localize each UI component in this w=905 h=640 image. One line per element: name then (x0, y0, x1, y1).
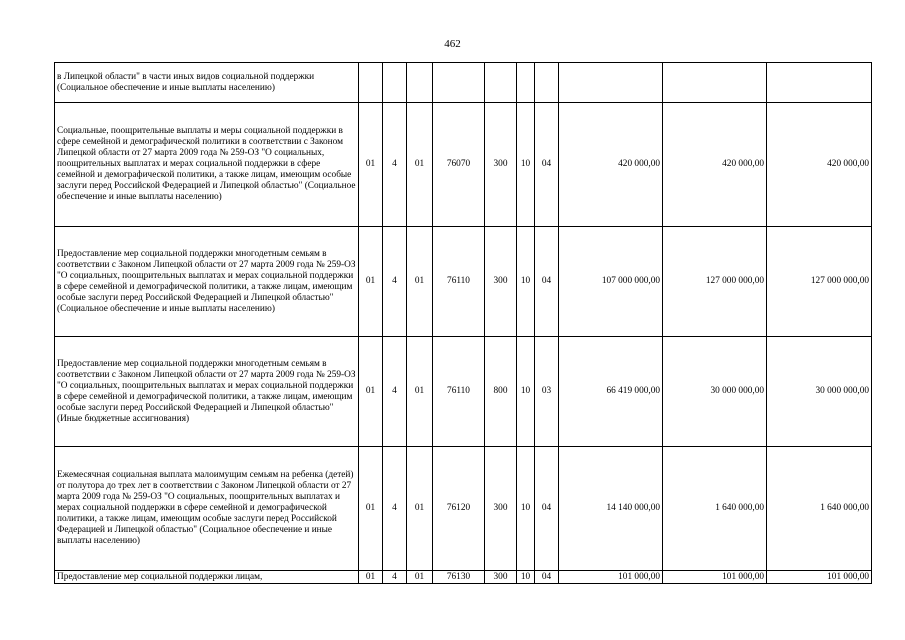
table-row (55, 227, 872, 337)
amount-cell: 420 000,00 (767, 103, 872, 227)
code-cell: 300 (485, 103, 517, 227)
code-cell: 01 (359, 447, 383, 571)
amount-cell: 101 000,00 (559, 571, 663, 584)
code-cell (517, 63, 535, 103)
code-cell: 76070 (433, 103, 485, 227)
code-cell (407, 63, 433, 103)
amount-cell: 420 000,00 (663, 103, 767, 227)
code-cell: 01 (359, 103, 383, 227)
code-cell (359, 63, 383, 103)
amount-cell: 30 000 000,00 (767, 337, 872, 447)
row-description: в Липецкой области" в части иных видов социальной поддержки (Социальное обеспечение и иные выплаты населению) (55, 63, 359, 103)
code-cell: 01 (359, 337, 383, 447)
code-cell (485, 63, 517, 103)
table-row (55, 447, 872, 571)
code-cell: 300 (485, 571, 517, 584)
table-row (55, 337, 872, 447)
row-description: Предоставление мер социальной поддержки многодетным семьям в соответствии с Законом Липецкой области от 27 марта 2009 года № 259-ОЗ "О социальных, поощрительных выплатах и мерах социальной поддержки в сфере семейной и демографической политики, а также лицам, имеющим особые заслуги перед Российской Федерацией и Липецкой областью" (Социальное обеспечение и иные выплаты населению) (55, 227, 359, 337)
code-cell (535, 63, 559, 103)
amount-cell: 1 640 000,00 (767, 447, 872, 571)
amount-cell (663, 63, 767, 103)
code-cell: 4 (383, 227, 407, 337)
code-cell: 4 (383, 571, 407, 584)
code-cell: 10 (517, 227, 535, 337)
code-cell: 04 (535, 227, 559, 337)
code-cell: 10 (517, 571, 535, 584)
amount-cell: 127 000 000,00 (663, 227, 767, 337)
code-cell: 04 (535, 103, 559, 227)
row-description: Ежемесячная социальная выплата малоимущим семьям на ребенка (детей) от полутора до трех лет в соответствии с Законом Липецкой области от 27 марта 2009 года № 259-ОЗ "О социальных, поощрительных выплатах и мерах социальной поддержки в сфере семейной и демографической политики, а также лицам, имеющим особые заслуги перед Российской Федерацией и Липецкой областью" (Социальное обеспечение и иные выплаты населению) (55, 447, 359, 571)
row-description: Предоставление мер социальной поддержки многодетным семьям в соответствии с Законом Липецкой области от 27 марта 2009 года № 259-ОЗ "О социальных, поощрительных выплатах и мерах социальной поддержки в сфере семейной и демографической политики, а также лицам, имеющим особые заслуги перед Российской Федерацией и Липецкой областью" (Иные бюджетные ассигнования) (55, 337, 359, 447)
code-cell: 4 (383, 447, 407, 571)
code-cell (383, 63, 407, 103)
amount-cell (559, 63, 663, 103)
code-cell: 800 (485, 337, 517, 447)
code-cell: 76120 (433, 447, 485, 571)
code-cell: 76110 (433, 337, 485, 447)
amount-cell: 101 000,00 (663, 571, 767, 584)
code-cell: 04 (535, 447, 559, 571)
code-cell: 76130 (433, 571, 485, 584)
row-description: Предоставление мер социальной поддержки лицам, (55, 571, 359, 584)
amount-cell (767, 63, 872, 103)
code-cell: 04 (535, 571, 559, 584)
amount-cell: 1 640 000,00 (663, 447, 767, 571)
amount-cell: 30 000 000,00 (663, 337, 767, 447)
amount-cell: 107 000 000,00 (559, 227, 663, 337)
amount-cell: 101 000,00 (767, 571, 872, 584)
row-description: Социальные, поощрительные выплаты и меры социальной поддержки в сфере семейной и демографической политики в соответствии с Законом Липецкой области от 27 марта 2009 года № 259-ОЗ "О социальных, поощрительных выплатах и мерах социальной поддержки в сфере семейной и демографической политики, а также лицам, имеющим особые заслуги перед Российской Федерацией и Липецкой областью" (Социальное обеспечение и иные выплаты населению) (55, 103, 359, 227)
code-cell: 03 (535, 337, 559, 447)
code-cell: 01 (407, 447, 433, 571)
code-cell: 300 (485, 227, 517, 337)
code-cell: 01 (407, 227, 433, 337)
page-number: 462 (444, 38, 461, 50)
code-cell: 10 (517, 103, 535, 227)
code-cell: 10 (517, 447, 535, 571)
code-cell: 300 (485, 447, 517, 571)
code-cell: 4 (383, 337, 407, 447)
code-cell (433, 63, 485, 103)
table-row (55, 571, 872, 584)
code-cell: 01 (359, 571, 383, 584)
table-row (55, 63, 872, 103)
amount-cell: 127 000 000,00 (767, 227, 872, 337)
amount-cell: 14 140 000,00 (559, 447, 663, 571)
code-cell: 01 (407, 571, 433, 584)
code-cell: 01 (407, 103, 433, 227)
table-row (55, 103, 872, 227)
code-cell: 01 (359, 227, 383, 337)
budget-table (54, 62, 872, 584)
code-cell: 10 (517, 337, 535, 447)
code-cell: 76110 (433, 227, 485, 337)
amount-cell: 66 419 000,00 (559, 337, 663, 447)
code-cell: 01 (407, 337, 433, 447)
code-cell: 4 (383, 103, 407, 227)
amount-cell: 420 000,00 (559, 103, 663, 227)
